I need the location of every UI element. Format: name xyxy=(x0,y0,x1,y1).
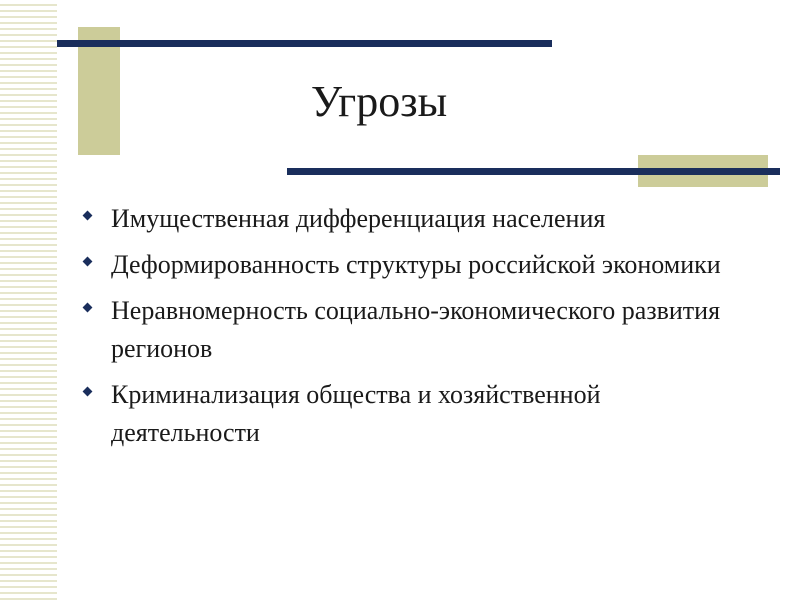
diamond-bullet-icon xyxy=(83,211,93,221)
bullet-item xyxy=(78,246,738,284)
diamond-bullet-icon xyxy=(83,387,93,397)
bullet-text: Неравномерность социально-экономического развития регионов xyxy=(111,296,721,363)
diamond-bullet-icon xyxy=(83,303,93,313)
bullet-item xyxy=(78,200,738,238)
bullet-text: Криминализация общества и хозяйственной деятельности xyxy=(111,380,601,447)
bullet-text: Деформированность структуры российской экономики xyxy=(111,250,721,279)
bullet-item xyxy=(78,376,738,452)
bullet-text: Имущественная дифференциация населения xyxy=(111,204,606,233)
diamond-bullet-icon xyxy=(83,257,93,267)
striped-background-pattern xyxy=(0,0,57,600)
slide-title: Угрозы xyxy=(310,77,448,126)
decorative-top-bar xyxy=(57,40,552,47)
bullet-list xyxy=(78,200,738,460)
decorative-bottom-bar xyxy=(287,168,780,175)
bullet-item xyxy=(78,292,738,368)
